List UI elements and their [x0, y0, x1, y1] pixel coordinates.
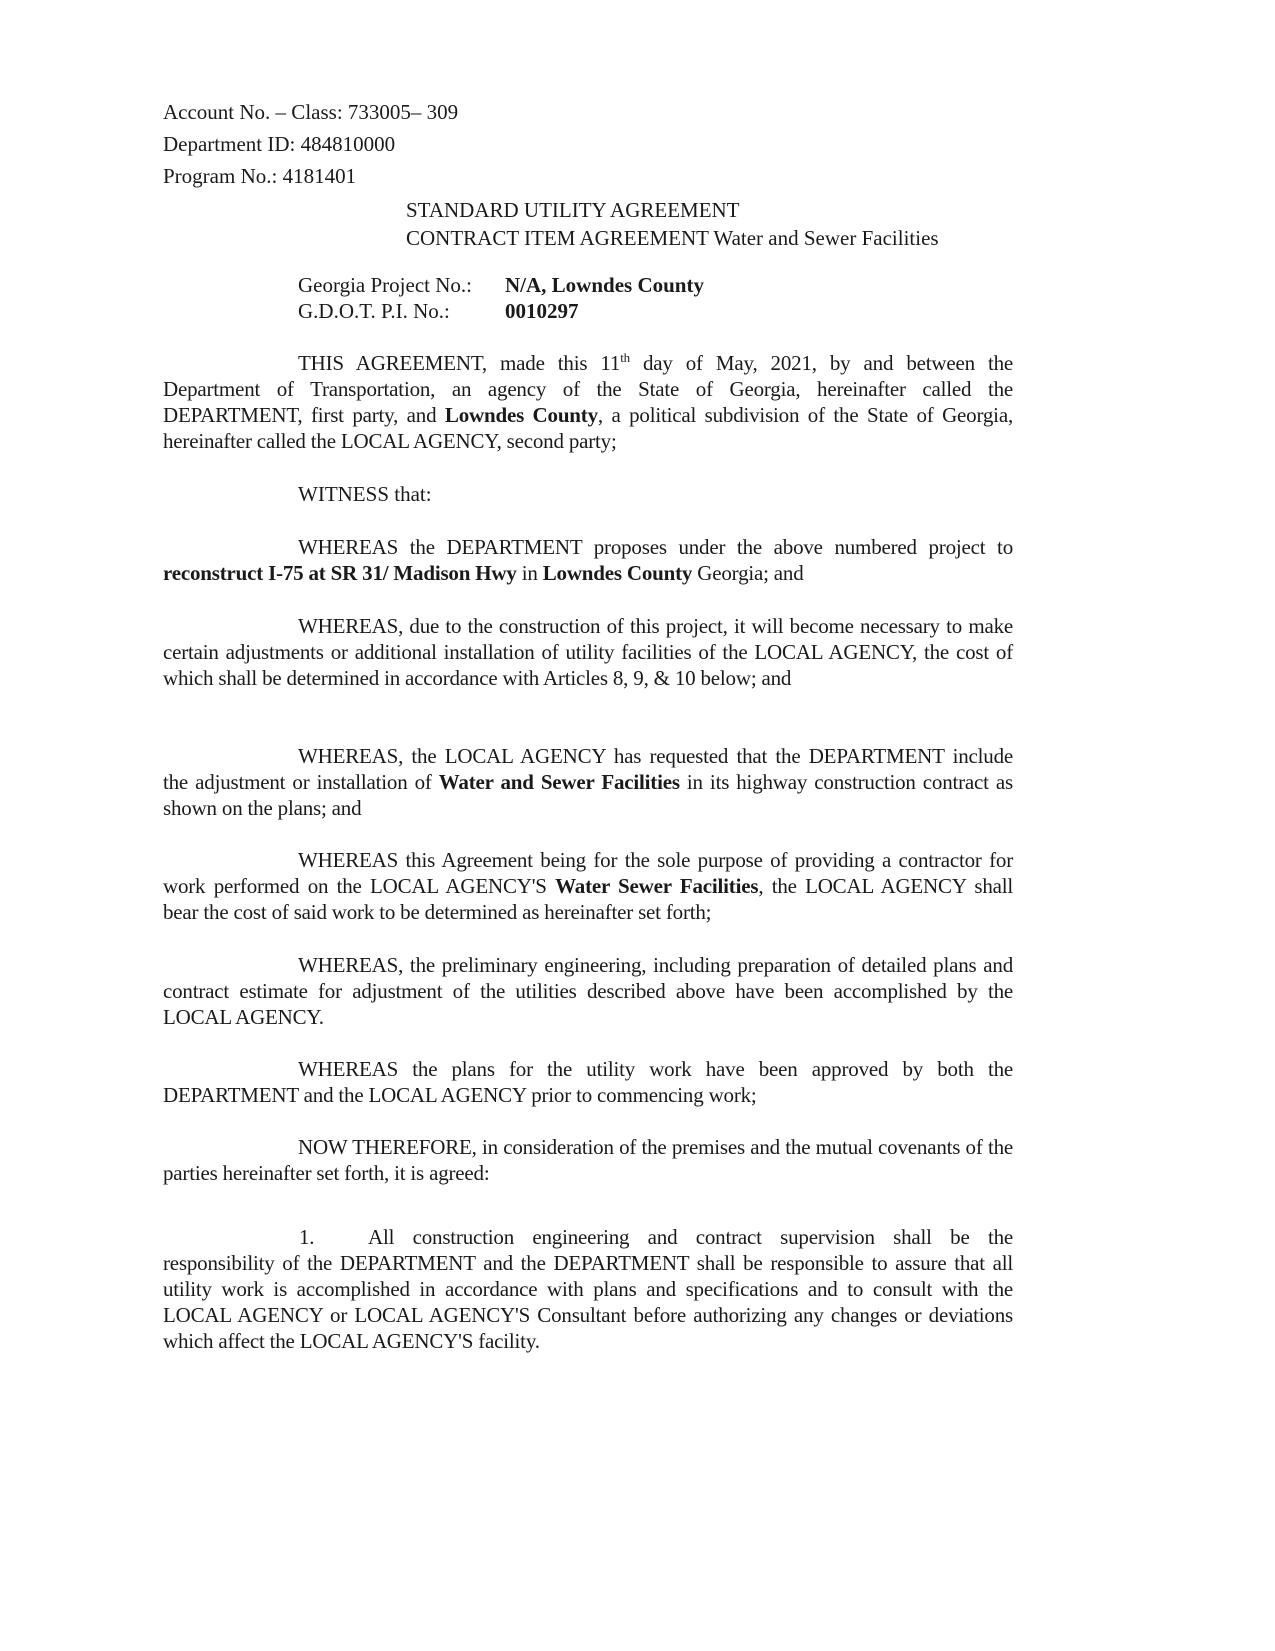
article-number: 1. [299, 1225, 315, 1249]
text: , the LOCAL AGENCY shall bear the cost of said work to be determined as hereinafter set forth; [163, 874, 1014, 924]
title-line-2: CONTRACT ITEM AGREEMENT Water and Sewer Facilities [406, 226, 939, 250]
department-id: Department ID: 484810000 [163, 132, 396, 156]
whereas-paragraph-6: WHEREAS the plans for the utility work have been approved by both the DEPARTMENT and the LOCAL AGENCY prior to commencing work; [163, 1057, 1013, 1107]
project-info [298, 272, 704, 324]
text: day of May, 2021, by and between the Department of Transportation, an agency of the State of Georgia, hereinafter called the DEPARTMENT, first party, and [163, 351, 1014, 427]
document-title [406, 196, 939, 252]
text: WHEREAS, the LOCAL AGENCY has requested that the DEPARTMENT include the adjustment or installation of [163, 744, 1013, 794]
text: , a political subdivision of the State of Georgia, hereinafter called the LOCAL AGENCY, second party; [163, 403, 1013, 453]
whereas-paragraph-1 [163, 534, 1013, 586]
now-therefore-paragraph: NOW THEREFORE, in consideration of the premises and the mutual covenants of the parties hereinafter set forth, it is agreed: [163, 1135, 1013, 1185]
text: THIS AGREEMENT, made this 11 [298, 351, 621, 375]
county-name: Lowndes County [542, 561, 693, 585]
article-text: All construction engineering and contract supervision shall be the responsibility of the DEPARTMENT and the DEPARTMENT shall be responsible to assure that all utility work is accomplished in accordance with plans and specifications and to consult with the LOCAL AGENCY or LOCAL AGENCY'S Consultant before authorizing any changes or deviations which affect the LOCAL AGENCY'S facility. [163, 1225, 1013, 1353]
text: in its highway construction contract as shown on the plans; and [163, 770, 1013, 820]
account-number: Account No. – Class: 733005– 309 [163, 100, 459, 124]
document-header [163, 96, 458, 192]
witness-line: WITNESS that: [298, 482, 432, 506]
whereas-paragraph-2: WHEREAS, due to the construction of this project, it will become necessary to make certain adjustments or additional installation of utility facilities of the LOCAL AGENCY, the cost of which shall be determined in accordance with Articles 8, 9, & 10 below; and [163, 614, 1013, 690]
party-name: Lowndes County [444, 403, 598, 427]
article-1 [163, 1224, 1013, 1354]
text: Georgia; and [692, 561, 804, 585]
georgia-project-label: Georgia Project No.: [298, 273, 472, 297]
text: in [516, 561, 543, 585]
facility-type: Water and Sewer Facilities [438, 770, 680, 794]
whereas-paragraph-5: WHEREAS, the preliminary engineering, including preparation of detailed plans and contract estimate for adjustment of the utilities described above have been accomplished by the LOCAL AGENCY. [163, 953, 1013, 1029]
title-line-1: STANDARD UTILITY AGREEMENT [406, 198, 740, 222]
agreement-paragraph [163, 350, 1013, 454]
whereas-paragraph-4 [163, 847, 1013, 925]
pi-number-label: G.D.O.T. P.I. No.: [298, 299, 450, 323]
georgia-project-value: N/A, Lowndes County [505, 273, 704, 297]
project-description: reconstruct I-75 at SR 31/ Madison Hwy [163, 561, 517, 585]
pi-number-value: 0010297 [505, 299, 579, 323]
ordinal-suffix: th [620, 350, 630, 365]
program-number: Program No.: 4181401 [163, 164, 357, 188]
text: WHEREAS this Agreement being for the sole purpose of providing a contractor for work performed on the LOCAL AGENCY'S [163, 848, 1013, 898]
whereas-paragraph-3 [163, 743, 1013, 821]
text: WHEREAS the DEPARTMENT proposes under the above numbered project to [298, 535, 1013, 559]
facility-type: Water Sewer Facilities [555, 874, 759, 898]
